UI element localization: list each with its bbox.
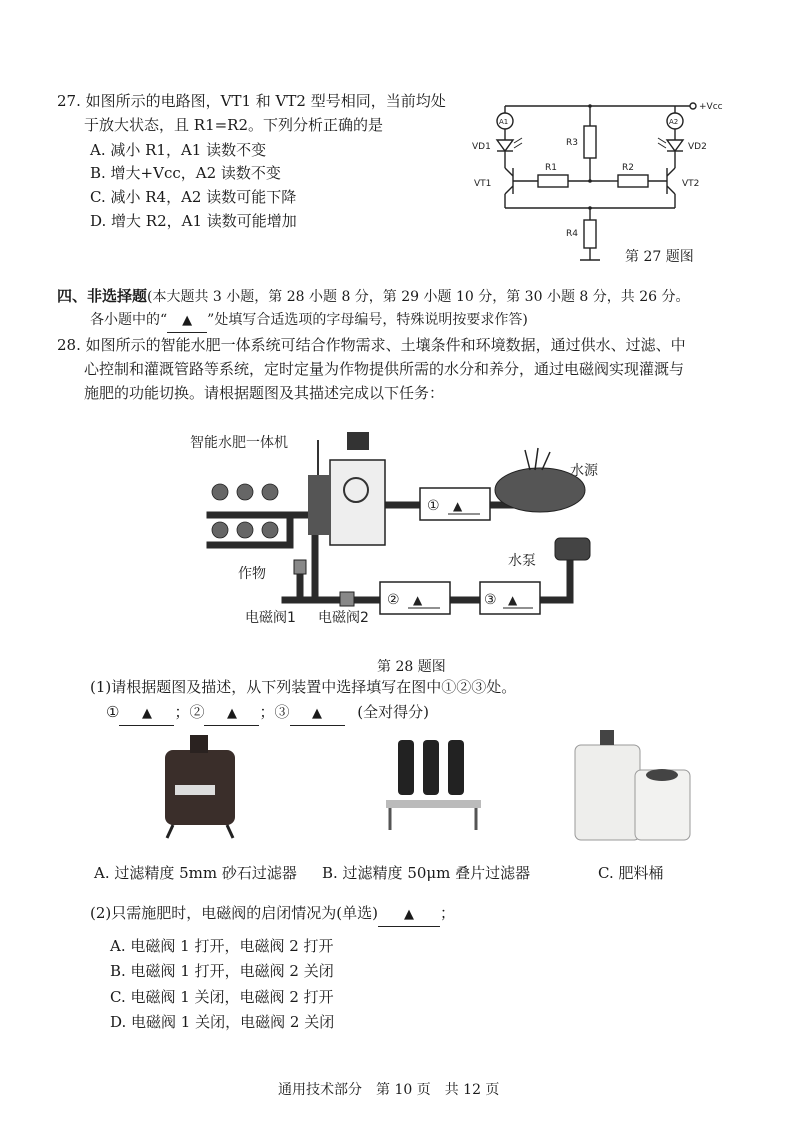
blank1-field[interactable] bbox=[119, 701, 174, 726]
device-b-disc-filter-image bbox=[378, 730, 488, 840]
blank1-mark: ▲ bbox=[141, 706, 152, 721]
circuit-a1-label: A1 bbox=[499, 118, 509, 126]
section4-heading bbox=[57, 285, 689, 308]
blank2-field[interactable] bbox=[204, 701, 259, 726]
circuit-r2-label: R2 bbox=[622, 163, 634, 173]
q27-figure-caption: 第 27 题图 bbox=[625, 249, 694, 265]
q27-stem-line2: 于放大状态，且 R1=R2。下列分析正确的是 bbox=[84, 116, 384, 134]
diagram-box1-mark: ▲ bbox=[453, 499, 463, 513]
diagram-box2-label: ② bbox=[387, 592, 400, 608]
circuit-vt2-label: VT2 bbox=[682, 179, 700, 189]
diagram-box3-mark: ▲ bbox=[508, 593, 518, 607]
blank2-mark: ▲ bbox=[226, 706, 237, 721]
q27-circuit-diagram bbox=[470, 88, 760, 278]
circuit-vcc-label: +Vcc bbox=[699, 102, 723, 112]
q28-sub1-blanks bbox=[106, 701, 429, 726]
circuit-r4-label: R4 bbox=[566, 229, 578, 239]
circuit-r1-label: R1 bbox=[545, 163, 557, 173]
device-c-label: C. 肥料桶 bbox=[598, 864, 664, 882]
diagram-machine-label: 智能水肥一体机 bbox=[190, 435, 288, 451]
q28-stem-line3: 施肥的功能切换。请根据题图及其描述完成以下任务： bbox=[84, 384, 445, 402]
q27-option-b: B. 增大+Vcc，A2 读数不变 bbox=[90, 164, 281, 182]
circuit-vd2-label: VD2 bbox=[688, 142, 707, 152]
diagram-pump-label: 水泵 bbox=[508, 553, 536, 569]
q28-sub2-text: (2)只需施肥时，电磁阀的启闭情况为(单选) bbox=[90, 904, 378, 922]
diagram-valve1-label: 电磁阀1 bbox=[245, 610, 296, 626]
q28-figure-caption: 第 28 题图 bbox=[377, 659, 446, 675]
q28-sub2-prompt bbox=[90, 902, 455, 927]
section4-instructions bbox=[90, 309, 528, 333]
q27-option-d: D. 增大 R2，A1 读数可能增加 bbox=[90, 212, 297, 230]
diagram-water-source-label: 水源 bbox=[570, 463, 598, 479]
device-c-fertilizer-tank-image bbox=[570, 725, 700, 845]
section4-instructions-post: ”处填写合适选项的字母编号，特殊说明按要求作答) bbox=[207, 312, 528, 328]
diagram-valve2-label: 电磁阀2 bbox=[318, 610, 369, 626]
q27-stem-line1: 27. 如图所示的电路图，VT1 和 VT2 型号相同，当前均处 bbox=[57, 92, 446, 110]
device-b-label: B. 过滤精度 50μm 叠片过滤器 bbox=[322, 864, 531, 882]
blank3-field[interactable] bbox=[290, 701, 345, 726]
sub2-answer-field[interactable] bbox=[378, 902, 440, 927]
blank-note: (全对得分) bbox=[357, 703, 430, 721]
blank1-label: ① bbox=[106, 703, 120, 721]
blank-sep-2: ； bbox=[259, 703, 275, 721]
blank3-mark: ▲ bbox=[312, 706, 323, 721]
section4-instructions-pre: 各小题中的“ bbox=[90, 312, 168, 328]
q28-sub2-option-b: B. 电磁阀 1 打开，电磁阀 2 关闭 bbox=[110, 962, 334, 980]
q28-sub2-option-c: C. 电磁阀 1 关闭，电磁阀 2 打开 bbox=[110, 988, 334, 1006]
circuit-r3-label: R3 bbox=[566, 138, 578, 148]
device-a-label: A. 过滤精度 5mm 砂石过滤器 bbox=[94, 864, 297, 882]
circuit-vt1-label: VT1 bbox=[474, 179, 492, 189]
q28-system-diagram bbox=[190, 420, 610, 650]
q28-sub1-prompt: (1)请根据题图及描述，从下列装置中选择填写在图中①②③处。 bbox=[90, 678, 517, 696]
circuit-a2-label: A2 bbox=[669, 118, 679, 126]
sub2-mark: ▲ bbox=[403, 907, 414, 922]
page-footer: 通用技术部分 第 10 页 共 12 页 bbox=[278, 1082, 500, 1098]
q27-option-a: A. 减小 R1，A1 读数不变 bbox=[90, 141, 267, 159]
q28-stem-line1: 28. 如图所示的智能水肥一体系统可结合作物需求、土壤条件和环境数据，通过供水、过滤、中 bbox=[57, 336, 686, 354]
blank-sep-1: ； bbox=[174, 703, 190, 721]
answer-mark: ▲ bbox=[182, 313, 193, 328]
section4-detail: (本大题共 3 小题，第 28 小题 8 分，第 29 小题 10 分，第 30 小题 8 分，共 26 分。 bbox=[147, 289, 690, 305]
blank3-label: ③ bbox=[274, 703, 290, 721]
diagram-box2-mark: ▲ bbox=[413, 593, 423, 607]
q28-stem-line2: 心控制和灌溉管路等系统，定时定量为作物提供所需的水分和养分，通过电磁阀实现灌溉与 bbox=[84, 360, 685, 378]
q28-sub2-option-d: D. 电磁阀 1 关闭，电磁阀 2 关闭 bbox=[110, 1013, 335, 1031]
device-a-sand-filter-image bbox=[155, 730, 245, 840]
q27-option-c: C. 减小 R4，A2 读数可能下降 bbox=[90, 188, 297, 206]
q28-sub2-option-a: A. 电磁阀 1 打开，电磁阀 2 打开 bbox=[110, 937, 334, 955]
section4-title: 四、非选择题 bbox=[57, 287, 148, 305]
circuit-vd1-label: VD1 bbox=[472, 142, 491, 152]
diagram-box3-label: ③ bbox=[484, 592, 497, 608]
diagram-crops-label: 作物 bbox=[238, 566, 266, 582]
diagram-box1-label: ① bbox=[427, 498, 440, 514]
q28-sub2-end: ； bbox=[439, 904, 455, 922]
blank2-label: ② bbox=[189, 703, 205, 721]
